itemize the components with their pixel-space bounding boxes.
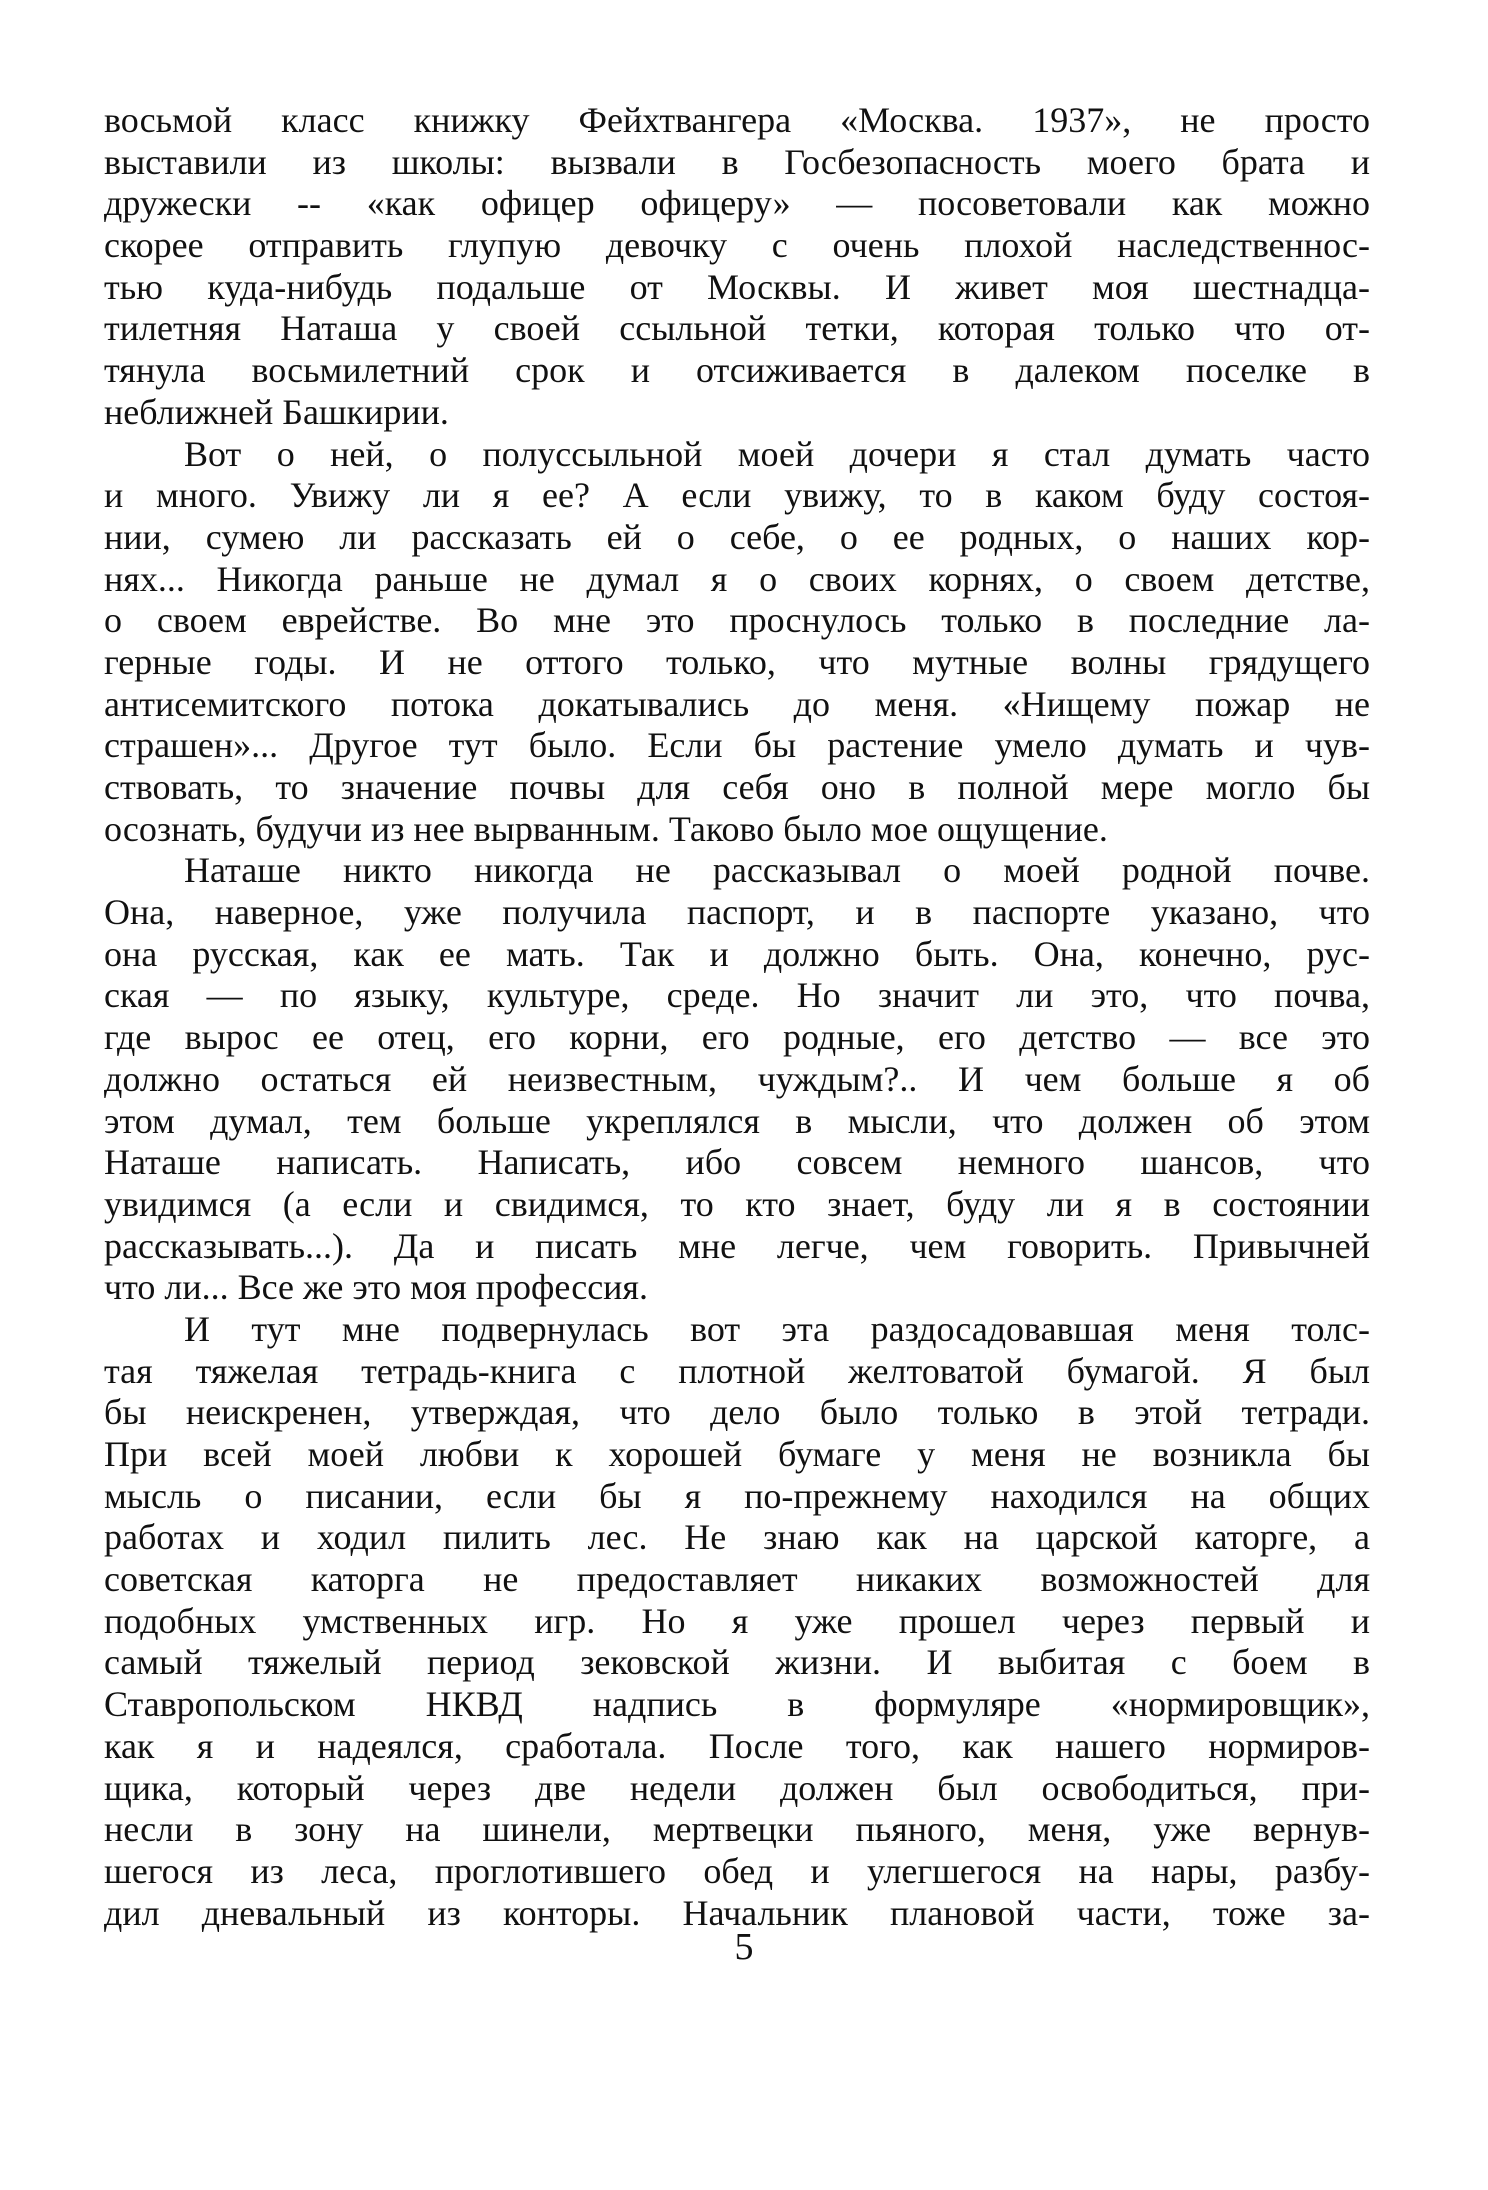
text-line: герные годы. И не оттого только, что мутные волны грядущего — [104, 641, 1370, 682]
text-line: Ставропольском НКВД надпись в формуляре «нормировщик», — [104, 1684, 1370, 1725]
text-line: несли в зону на шинели, мертвецки пьяного, меня, уже вернув- — [104, 1809, 1370, 1850]
text-line: самый тяжелый период зековской жизни. И выбитая с боем в — [104, 1642, 1370, 1683]
text-line: неближней Башкирии. — [104, 391, 449, 432]
text-line: подобных умственных игр. Но я уже прошел через первый и — [104, 1600, 1370, 1641]
text-line: работах и ходил пилить лес. Не знаю как на царской каторге, а — [104, 1517, 1370, 1558]
text-line: как я и надеялся, сработала. После того, как нашего нормиров- — [104, 1725, 1370, 1766]
text-line: скорее отправить глупую девочку с очень плохой наследственнос- — [104, 225, 1370, 266]
text-line: бы неискренен, утверждая, что дело было только в этой тетради. — [104, 1392, 1370, 1433]
text-line: восьмой класс книжку Фейхтвангера «Москва. 1937», не просто — [104, 100, 1370, 140]
page-number: 5 — [734, 1926, 754, 1968]
text-line: она русская, как ее мать. Так и должно быть. Она, конечно, рус- — [104, 933, 1370, 974]
text-line: нях... Никогда раньше не думал я о своих корнях, о своем детстве, — [104, 558, 1370, 599]
text-line: страшен»... Другое тут было. Если бы растение умело думать и чув- — [104, 725, 1370, 766]
text-line: щика, который через две недели должен был освободиться, при- — [104, 1767, 1370, 1808]
text-line: должно остаться ей неизвестным, чуждым?.. И чем больше я об — [104, 1058, 1370, 1099]
text-line: что ли... Все же это моя профессия. — [104, 1267, 648, 1308]
text-line: о своем еврействе. Во мне это проснулось только в последние ла- — [104, 600, 1370, 641]
text-line: Вот о ней, о полуссыльной моей дочери я стал думать часто — [184, 433, 1370, 474]
text-line: нии, сумею ли рассказать ей о себе, о ее родных, о наших кор- — [104, 516, 1370, 557]
text-line: мысль о писании, если бы я по-прежнему находился на общих — [104, 1475, 1370, 1516]
text-line: дил дневальный из конторы. Начальник плановой части, тоже за- — [104, 1892, 1370, 1933]
text-line: Наташе никто никогда не рассказывал о моей родной почве. — [184, 850, 1370, 891]
text-line: антисемитского потока докатывались до меня. «Нищему пожар не — [104, 683, 1370, 724]
text-line: этом думал, тем больше укреплялся в мысли, что должен об этом — [104, 1100, 1370, 1141]
body-text — [104, 100, 1370, 1934]
text-line: ствовать, то значение почвы для себя оно в полной мере могло бы — [104, 767, 1370, 807]
text-line: Наташе написать. Написать, ибо совсем немного шансов, что — [104, 1142, 1370, 1183]
text-line: ская — по языку, культуре, среде. Но значит ли это, что почва, — [104, 975, 1370, 1016]
text-line: Она, наверное, уже получила паспорт, и в паспорте указано, что — [104, 892, 1370, 933]
text-line: тью куда-нибудь подальше от Москвы. И живет моя шестнадца- — [104, 266, 1370, 307]
text-line: выставили из школы: вызвали в Госбезопасность моего брата и — [104, 141, 1370, 182]
text-line: И тут мне подвернулась вот эта раздосадовавшая меня толс- — [184, 1308, 1370, 1349]
text-line: увидимся (а если и свидимся, то кто знает, буду ли я в состоянии — [104, 1183, 1370, 1224]
text-line: дружески -- «как офицер офицеру» — посоветовали как можно — [104, 183, 1370, 224]
text-line: шегося из леса, проглотившего обед и улегшегося на нары, разбу- — [104, 1850, 1370, 1891]
text-line: советская каторга не предоставляет никаких возможностей для — [104, 1559, 1370, 1600]
text-line: и много. Увижу ли я ее? А если увижу, то в каком буду состоя- — [104, 475, 1370, 516]
text-line: тая тяжелая тетрадь-книга с плотной желтоватой бумагой. Я был — [104, 1350, 1370, 1391]
text-line: тилетняя Наташа у своей ссыльной тетки, которая только что от- — [104, 308, 1370, 349]
text-line: где вырос ее отец, его корни, его родные, его детство — все это — [104, 1017, 1370, 1058]
text-line: тянула восьмилетний срок и отсиживается в далеком поселке в — [104, 350, 1370, 391]
text-line: рассказывать...). Да и писать мне легче, чем говорить. Привычней — [104, 1225, 1370, 1266]
text-line: осознать, будучи из нее вырванным. Таково было мое ощущение. — [104, 808, 1108, 849]
text-line: При всей моей любви к хорошей бумаге у меня не возникла бы — [104, 1434, 1370, 1474]
